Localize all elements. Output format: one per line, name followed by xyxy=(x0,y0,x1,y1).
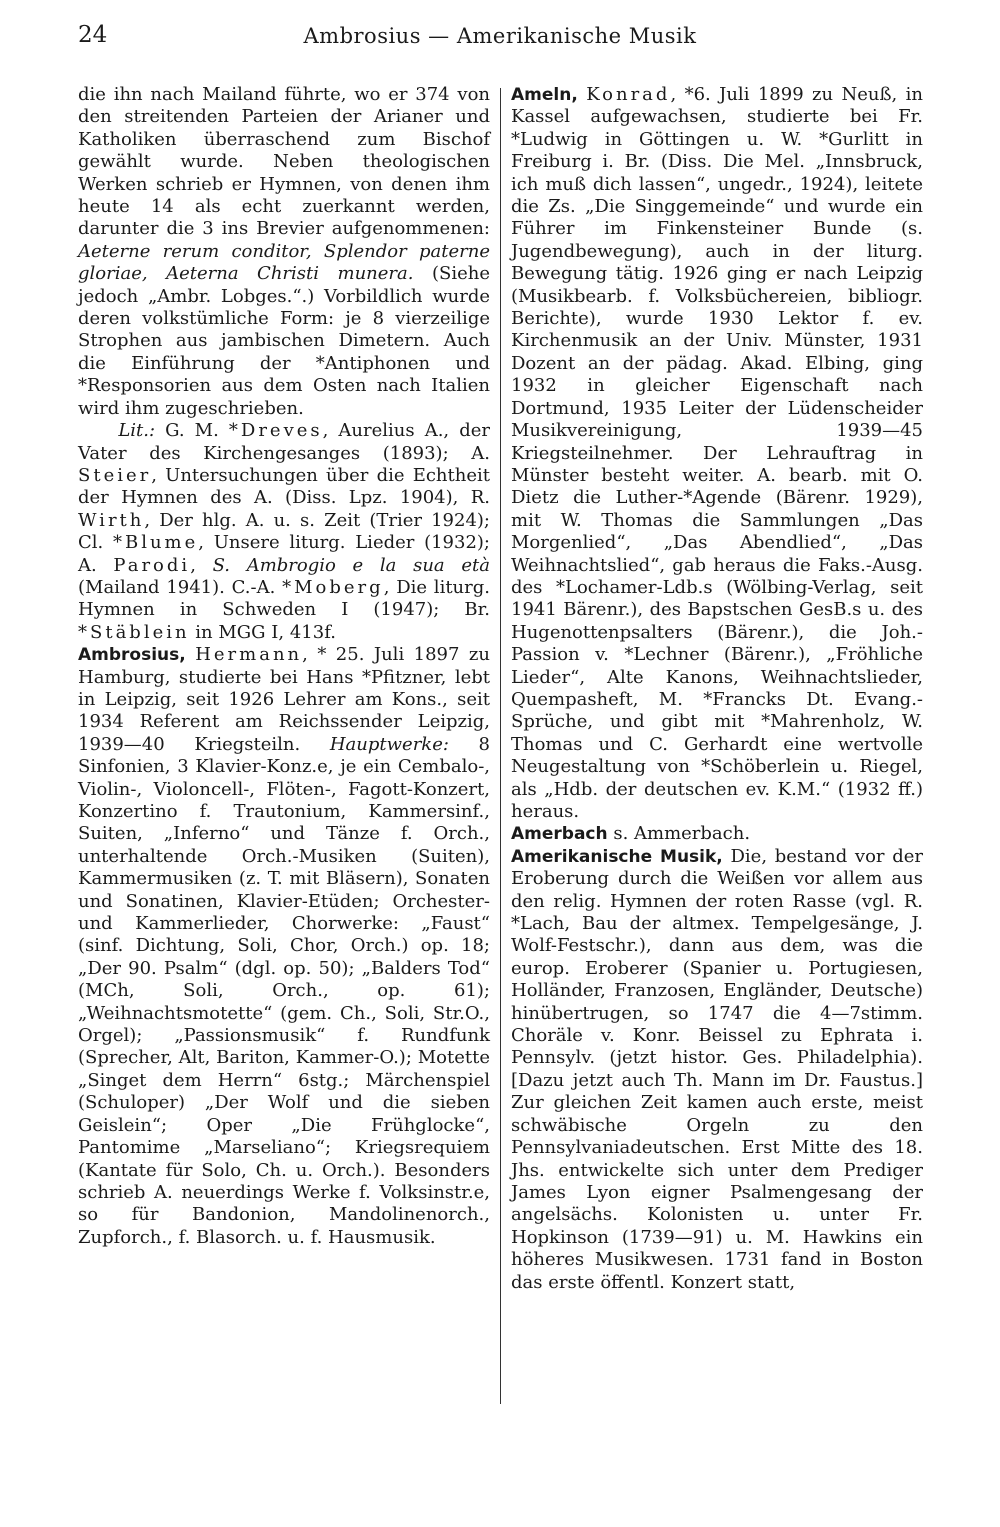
given-name: Konrad xyxy=(586,84,671,105)
author-name: *Stäblein xyxy=(78,621,190,643)
page-number: 24 xyxy=(78,22,108,48)
text-run: , Aurelius A., der Vater des Kirchengesanges (1893); A. xyxy=(78,420,491,464)
running-head: Ambrosius — Amerikanische Musik xyxy=(303,24,697,48)
author-name: Parodi xyxy=(113,554,191,576)
entry-ameln xyxy=(511,84,923,823)
entry-headword: Amerikanische Musik, xyxy=(511,846,723,867)
literature-label: Lit.: xyxy=(118,420,156,442)
right-column xyxy=(511,84,923,1294)
text-run: , Unsere liturg. Lieder (1932); A. xyxy=(78,532,490,576)
text-run: , Die liturg. Hymnen in Schweden I (1947); Br. xyxy=(78,576,491,621)
text-run: G. M. xyxy=(155,420,229,442)
author-name: *Blume xyxy=(112,532,199,554)
author-name: *Dreves xyxy=(228,420,323,442)
text-run: , Der hlg. A. u. s. Zeit (Trier 1924); Cl. xyxy=(78,509,490,554)
literature-paragraph xyxy=(78,420,490,644)
text-run: (Siehe jedoch „Ambr. Lobges.“.) Vorbildlich wurde deren volkstümliche Form: je 8 vierzeilige Strophen aus jambischen Dimetern. Auch die Einführung der *Antiphonen und *Responsorien aus dem Osten nach Italien wird ihm zugeschrieben. xyxy=(78,263,490,419)
text-run: in MGG I, 413f. xyxy=(189,621,336,643)
text-run: , * 25. Juli 1897 zu Hamburg, studierte bei Hans *Pfitzner, lebt in Leipzig, seit 1926 Lehrer am Kons., seit 1934 Referent am Reichssender Leipzig, 1939—40 Kriegsteiln. xyxy=(78,644,490,755)
works-label: Hauptwerke: xyxy=(329,733,449,755)
entry-headword: Ambrosius, xyxy=(78,645,186,666)
author-name: Wirth xyxy=(78,509,145,531)
text-run: s. Ammerbach. xyxy=(607,823,751,845)
text-run: die ihn nach Mailand führte, wo er 374 von den streitenden Parteien der Arianer und Katholiken überraschend zum Bischof gewählt wurde. Neben theologischen Werken schrieb er Hymnen, von denen ihm heute 14 als echt zuerkannt werden, darunter die 3 ins Brevier aufgenommenen: xyxy=(78,84,490,240)
author-name: *Moberg xyxy=(282,576,384,598)
text-run: 8 Sinfonien, 3 Klavier-Konz.e, je ein Cembalo-, Violin-, Violoncell-, Flöten-, Fagott-Konzert, Konzertino f. Trautonium, Kammersinf., Suiten, „Inferno“ und Tänze f. Orch., unterhaltende Orch.-Musiken (Suiten), Kammermusiken (z. T. mit Bläsern), Sonaten und Sonatinen, Klavier-Etüden; Orchester- und Kammerlieder, Chorwerke: „Faust“ (sinf. Dichtung, Soli, Chor, Orch.) op. 18; „Der 90. Psalm“ (dgl. op. 50); „Balders Tod“ (MCh, Soli, Orch., op. 61); „Weihnachtsmotette“ (gem. Ch., Soli, Str.O., Orgel); „Passionsmusik“ f. Rundfunk (Sprecher, Alt, Bariton, Kammer-O.); Motette „Singet dem Herrn“ 6stg.; Märchenspiel (Schuloper) „Der Wolf und die sieben Geislein“; Oper „Die Frühglocke“, Pantomime „Marseliano“; Kriegsrequiem (Kantate für Solo, Ch. u. Orch.). Besonders schrieb A. neuerdings Werke f. Volksinstr.e, so für Bandonion, Mandolinenorch., Zupforch., f. Blasorch. u. f. Hausmusik. xyxy=(78,733,490,1248)
book-title: S. Ambrogio e la sua età xyxy=(212,554,490,576)
text-run: Die, bestand vor der Eroberung durch die Weißen vor allem aus den relig. Hymnen der roten Rasse (vgl. R. *Lach, Bau der altmex. Tempelgesänge, J. Wolf-Festschr.), dann aus dem, was die europ. Eroberer (Spanier u. Portugiesen, Holländer, Franzosen, Engländer, Deutsche) hinübertrugen, so 1747 die 4—7stimm. Choräle v. Konr. Beissel zu Ephrata i. Pennsylv. (jetzt histor. Ges. Philadelphia). [Dazu jetzt auch Th. Mann im Dr. Faustus.] Zur gleichen Zeit kamen auch erste, meist schwäbische Orgeln zu den Pennsylvaniadeutschen. Erst Mitte des 18. Jhs. entwickelte sich unter dem Prediger James Lyon eigner Psalmengesang der angelsächs. Kolonisten u. unter Fr. Hopkinson (1739—91) u. M. Hawkins ein höheres Musikwesen. 1731 fand in Boston das erste öffentl. Konzert statt, xyxy=(511,845,923,1293)
entry-ambrosius-hermann xyxy=(78,644,490,1249)
text-run: (Mailand 1941). C.-A. xyxy=(78,576,283,598)
left-column xyxy=(78,84,490,1249)
text-run: , *6. Juli 1899 zu Neuß, in Kassel aufgewachsen, studierte bei Fr. *Ludwig in Göttingen u. W. *Gurlitt in Freiburg i. Br. (Diss. Die Mel. „Innsbruck, ich muß dich lassen“, ungedr., 1924), leitete die Zs. „Die Singgemeinde“ und wurde ein Führer im Finkensteiner Bunde (s. Jugendbewegung), auch in der liturg. Bewegung tätig. 1926 ging er nach Leipzig (Musikbearb. f. Volksbüchereien, bibliogr. Berichte), wurde 1930 Lektor f. ev. Kirchenmusik an der Univ. Münster, 1931 Dozent an der pädag. Akad. Elbing, ging 1932 in gleicher Eigenschaft nach Dortmund, 1935 Leiter der Lüdenscheider Musikvereinigung, 1939—45 Kriegsteilnehmer. Der Lehrauftrag in Münster besteht weiter. A. bearb. mit O. Dietz die Luther-*Agende (Bärenr. 1929), mit W. Thomas die Sammlungen „Das Morgenlied“, „Das Abendlied“, „Das Weihnachtslied“, gab heraus die Faks.-Ausg. des *Lochamer-Ldb.s (Wölbing-Verlag, seit 1941 Bärenr.), des Bapstschen GesB.s u. des Hugenottenpsalters (Bärenr.), die Joh.-Passion v. *Lechner (Bärenr.), „Fröhliche Lieder“, Alte Kanons, Weihnachtslieder, Quempasheft, M. *Francks Dt. Evang.-Sprüche, und gibt mit *Mahrenholz, W. Thomas und C. Gerhardt eine wertvolle Neugestaltung von *Schöberlein u. Riegel, als „Hdb. der deutschen ev. K.M.“ (1932 ff.) heraus. xyxy=(511,84,923,822)
author-name: Steier xyxy=(78,464,152,486)
entry-amerbach xyxy=(511,823,923,845)
column-divider xyxy=(500,88,501,1404)
text-run: , Untersuchungen über die Echtheit der Hymnen des A. (Diss. Lpz. 1904), R. xyxy=(78,464,490,509)
entry-headword: Amerbach xyxy=(511,824,608,845)
entry-ambrosius-continued xyxy=(78,84,490,420)
entry-headword: Ameln, xyxy=(511,85,578,105)
entry-amerikanische-musik xyxy=(511,846,923,1294)
hymn-titles: Aeterne rerum conditor, Splendor paterne gloriae, Aeterna Christi munera. xyxy=(78,240,490,285)
given-name: Hermann xyxy=(195,644,303,666)
text-run: , xyxy=(190,554,213,576)
